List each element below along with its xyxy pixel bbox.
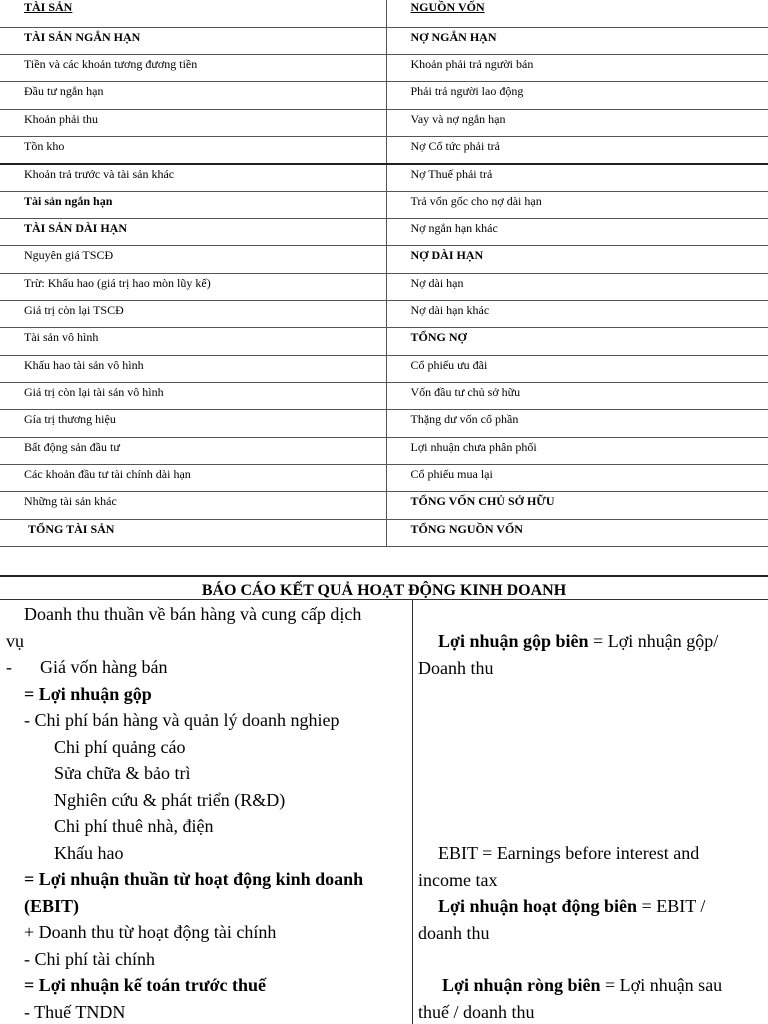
- ebit-label: (EBIT): [24, 895, 80, 916]
- source-cell: Cổ phiếu mua lại: [386, 465, 768, 492]
- asset-cell: TÀI SẢN NGẮN HẠN: [0, 27, 386, 54]
- depreciation-line: Khấu hao: [54, 842, 124, 863]
- source-cell: Nợ dài hạn khác: [386, 300, 768, 327]
- asset-cell: Tài sản vô hình: [0, 328, 386, 355]
- asset-cell: Khấu hao tài sản vô hình: [0, 355, 386, 382]
- source-cell: Vốn đầu tư chủ sở hữu: [386, 382, 768, 409]
- gross-profit-line: = Lợi nhuận gộp: [24, 683, 152, 704]
- asset-cell: Gía trị thương hiệu: [0, 410, 386, 437]
- source-cell: Vay và nợ ngắn hạn: [386, 109, 768, 136]
- assets-header: TÀI SẢN: [0, 0, 386, 27]
- source-cell: TỔNG VỐN CHỦ SỞ HỮU: [386, 492, 768, 519]
- rnd-line: Nghiên cứu & phát triển (R&D): [54, 789, 286, 810]
- sources-header: NGUỒN VỐN: [386, 0, 768, 27]
- source-cell: Phải trả người lao động: [386, 82, 768, 109]
- table-row: [0, 328, 768, 355]
- ebit-definition: EBIT = Earnings before interest and: [438, 843, 700, 863]
- sga-expense-line: - Chi phí bán hàng và quản lý doanh nghiep: [24, 710, 340, 730]
- asset-cell: Giá trị còn lại TSCĐ: [0, 300, 386, 327]
- asset-cell: Tài sản ngắn hạn: [0, 191, 386, 218]
- table-row: [0, 109, 768, 136]
- net-margin-formula: = Lợi nhuận sau: [600, 975, 723, 995]
- income-tax-line: - Thuế TNDN: [24, 1001, 126, 1022]
- source-cell: Nợ Thuế phải trả: [386, 164, 768, 191]
- asset-cell: TỔNG TÀI SẢN: [0, 519, 386, 546]
- source-cell: Khoản phải trả người bán: [386, 54, 768, 81]
- asset-cell: TÀI SẢN DÀI HẠN: [0, 218, 386, 245]
- table-row: [0, 492, 768, 519]
- source-cell: Thặng dư vốn cổ phần: [386, 410, 768, 437]
- income-statement-left-column: [0, 600, 413, 1024]
- asset-cell: Khoản phải thu: [0, 109, 386, 136]
- table-row: [0, 136, 768, 163]
- asset-cell: Những tài sản khác: [0, 492, 386, 519]
- table-row: [0, 82, 768, 109]
- operating-margin-label: Lợi nhuận hoạt động biên: [438, 896, 638, 916]
- table-row: [0, 300, 768, 327]
- table-row: [0, 164, 768, 191]
- net-margin-formula-cont: thuế / doanh thu: [418, 1001, 535, 1022]
- table-row: [0, 355, 768, 382]
- operating-margin-definition: [438, 893, 705, 920]
- net-revenue-line: Doanh thu thuần về bán hàng và cung cấp dịch: [24, 604, 362, 624]
- financial-income-line: + Doanh thu từ hoạt động tài chính: [24, 922, 277, 942]
- asset-cell: Tiền và các khoản tương đương tiền: [0, 54, 386, 81]
- gross-margin-definition: [438, 628, 718, 655]
- table-row: [0, 382, 768, 409]
- gross-margin-formula: = Lợi nhuận gộp/: [588, 631, 719, 651]
- asset-cell: Khoản trả trước và tài sản khác: [0, 164, 386, 191]
- gross-margin-label: Lợi nhuận gộp biên: [438, 631, 589, 651]
- asset-cell: Nguyên giá TSCĐ: [0, 246, 386, 273]
- operating-margin-formula: = EBIT /: [637, 896, 706, 916]
- source-cell: NỢ NGẮN HẠN: [386, 27, 768, 54]
- table-row: [0, 519, 768, 546]
- rent-utilities-line: Chi phí thuê nhà, điện: [54, 816, 214, 836]
- source-cell: Lợi nhuận chưa phân phối: [386, 437, 768, 464]
- operating-margin-formula-cont: doanh thu: [418, 922, 490, 943]
- gross-margin-formula-cont: Doanh thu: [418, 657, 494, 678]
- asset-cell: Bất động sản đầu tư: [0, 437, 386, 464]
- table-row: [0, 27, 768, 54]
- table-row: [0, 465, 768, 492]
- source-cell: NỢ DÀI HẠN: [386, 246, 768, 273]
- source-cell: Trả vốn gốc cho nợ dài hạn: [386, 191, 768, 218]
- table-row: [0, 273, 768, 300]
- table-row: [0, 191, 768, 218]
- table-row: [0, 54, 768, 81]
- asset-cell: Giá trị còn lại tài sản vô hình: [0, 382, 386, 409]
- asset-cell: Tồn kho: [0, 136, 386, 163]
- source-cell: TỔNG NGUỒN VỐN: [386, 519, 768, 546]
- asset-cell: Các khoản đầu tư tài chính dài hạn: [0, 465, 386, 492]
- table-row: [0, 410, 768, 437]
- advertising-line: Chi phí quảng cáo: [54, 736, 186, 757]
- source-cell: TỔNG NỢ: [386, 328, 768, 355]
- operating-profit-line: = Lợi nhuận thuần từ hoạt động kinh doanh: [24, 869, 364, 889]
- net-margin-definition: [442, 972, 722, 999]
- balance-sheet-header-row: [0, 0, 768, 27]
- net-margin-label: Lợi nhuận ròng biên: [442, 975, 601, 995]
- source-cell: Cổ phiếu ưu đãi: [386, 355, 768, 382]
- repair-line: Sửa chữa & bảo trì: [54, 763, 191, 783]
- table-row: [0, 246, 768, 273]
- list-dash: -: [6, 657, 12, 677]
- table-row: [0, 437, 768, 464]
- income-statement-title: BÁO CÁO KẾT QUẢ HOẠT ĐỘNG KINH DOANH: [0, 575, 768, 600]
- asset-cell: Trừ: Khấu hao (giá trị hao mòn lũy kế): [0, 273, 386, 300]
- net-revenue-line-cont: vụ: [6, 630, 24, 651]
- source-cell: Nợ dài hạn: [386, 273, 768, 300]
- ebit-definition-cont: income tax: [418, 869, 498, 890]
- table-row: [0, 218, 768, 245]
- financial-expense-line: - Chi phí tài chính: [24, 948, 155, 969]
- asset-cell: Đầu tư ngắn hạn: [0, 82, 386, 109]
- income-statement-right-column: [413, 600, 768, 1024]
- source-cell: Nợ Cổ tức phải trả: [386, 136, 768, 163]
- pretax-profit-line: = Lợi nhuận kế toán trước thuế: [24, 975, 267, 995]
- source-cell: Nợ ngắn hạn khác: [386, 218, 768, 245]
- cogs-line: Giá vốn hàng bán: [40, 657, 168, 677]
